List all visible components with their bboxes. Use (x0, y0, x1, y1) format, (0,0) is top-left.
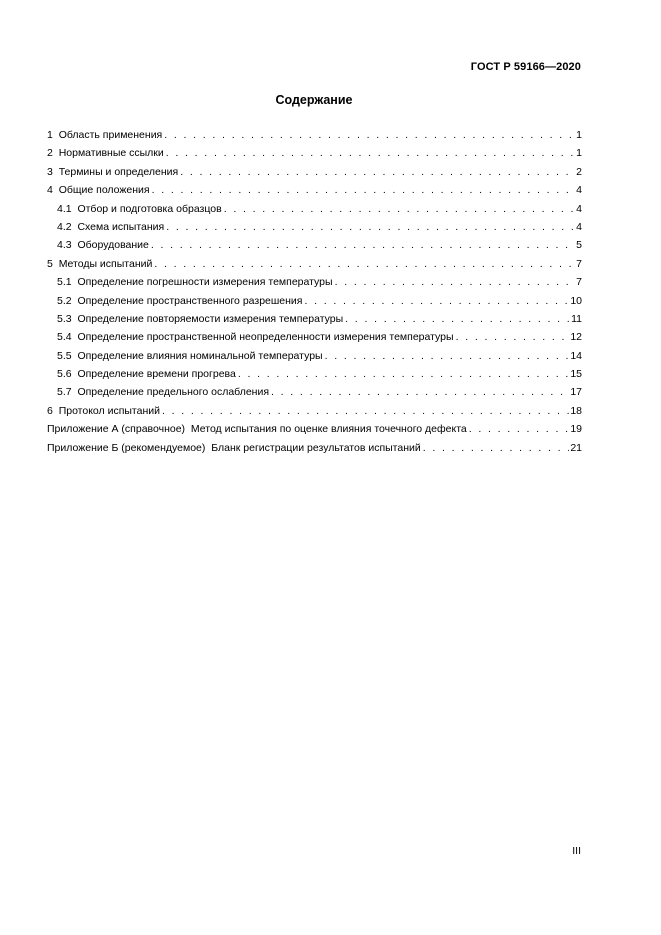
toc-entry-number: 2 (47, 147, 53, 160)
toc-entry-number: 5.2 (57, 294, 72, 307)
toc-leader-dots (166, 144, 575, 162)
toc-entry-title: Термины и определения (58, 165, 179, 178)
toc-entry-number: 6 (47, 404, 53, 417)
page-number: III (572, 845, 581, 857)
toc-entry-appendix-a[interactable] (47, 420, 582, 438)
toc-entry-text (57, 292, 302, 310)
toc-entry-4-1[interactable] (47, 200, 582, 218)
toc-entry-number: 5.3 (57, 312, 72, 325)
toc-entry-page: 5 (576, 239, 582, 252)
toc-entry-page: 4 (576, 184, 582, 197)
toc-entry-text (47, 144, 164, 162)
toc-entry-2[interactable] (47, 144, 582, 162)
toc-leader-dots (469, 420, 570, 438)
toc-entry-4[interactable] (47, 181, 582, 199)
toc-entry-page: 1 (576, 147, 582, 160)
toc-leader-dots (238, 365, 569, 383)
toc-leader-dots (224, 200, 575, 218)
toc-leader-dots (180, 163, 575, 181)
toc-entry-5-5[interactable] (47, 347, 582, 365)
toc-entry-title: Определение предельного ослабления (77, 386, 270, 399)
toc-entry-text (47, 181, 150, 199)
toc-entry-page: 10 (570, 294, 582, 307)
toc-entry-text (47, 420, 467, 438)
toc-entry-5-6[interactable] (47, 365, 582, 383)
toc-entry-title: Определение повторяемости измерения температуры (77, 312, 344, 325)
toc-entry-page: 19 (570, 423, 582, 436)
toc-leader-dots (325, 347, 570, 365)
toc-entry-page: 12 (570, 331, 582, 344)
toc-entry-text (57, 236, 149, 254)
toc-entry-text (57, 310, 343, 328)
toc-entry-title: Определение времени прогрева (77, 368, 236, 381)
toc-entry-number: Приложение Б (рекомендуемое) (47, 441, 206, 454)
toc-leader-dots (151, 236, 575, 254)
toc-entry-text (47, 439, 421, 457)
toc-entry-page: 1 (576, 129, 582, 141)
toc-entry-1[interactable] (47, 126, 582, 144)
toc-entry-text (47, 402, 160, 420)
toc-entry-title: Нормативные ссылки (58, 147, 164, 160)
toc-entry-number: 4.3 (57, 239, 72, 252)
toc-entry-5-1[interactable] (47, 273, 582, 291)
toc-entry-appendix-b[interactable] (47, 439, 582, 457)
toc-leader-dots (162, 402, 569, 420)
toc-entry-number: 5.6 (57, 368, 72, 381)
toc-entry-text (57, 218, 164, 236)
toc-entry-text (57, 383, 269, 401)
toc-entry-text (57, 273, 333, 291)
toc-entry-page: 14 (570, 349, 582, 362)
toc-entry-title: Протокол испытаний (58, 404, 160, 417)
toc-entry-page: 15 (570, 368, 582, 381)
toc-entry-number: 5.7 (57, 386, 72, 399)
toc-entry-page: 18 (570, 404, 582, 417)
toc-leader-dots (154, 255, 575, 273)
toc-leader-dots (345, 310, 570, 328)
toc-entry-5-4[interactable] (47, 328, 582, 346)
toc-entry-6[interactable] (47, 402, 582, 420)
toc-entry-page: 4 (576, 202, 582, 215)
toc-entry-number: Приложение А (справочное) (47, 423, 186, 436)
toc-entry-page: 11 (571, 312, 582, 325)
toc-entry-title: Определение погрешности измерения температуры (77, 276, 333, 289)
toc-entry-number: 5.5 (57, 349, 72, 362)
toc-leader-dots (335, 273, 576, 291)
toc-leader-dots (423, 439, 570, 457)
toc-entry-text (57, 347, 323, 365)
toc-entry-title: Оборудование (77, 239, 149, 252)
toc-entry-title: Метод испытания по оценке влияния точечного дефекта (190, 423, 467, 436)
toc-entry-5[interactable] (47, 255, 582, 273)
toc-entry-title: Общие положения (58, 184, 150, 197)
toc-entry-page: 4 (576, 220, 582, 233)
toc-leader-dots (166, 218, 575, 236)
toc-entry-text (57, 365, 236, 383)
toc-leader-dots (456, 328, 570, 346)
toc-entry-text (47, 126, 162, 144)
toc-leader-dots (304, 292, 569, 310)
toc-entry-number: 5.4 (57, 331, 72, 344)
toc-entry-text (47, 255, 152, 273)
toc-entry-page: 7 (576, 257, 582, 270)
toc-entry-5-7[interactable] (47, 383, 582, 401)
toc-entry-title: Определение пространственного разрешения (77, 294, 303, 307)
toc-entry-title: Бланк регистрации результатов испытаний (211, 441, 421, 454)
toc-entry-title: Определение влияния номинальной температуры (77, 349, 323, 362)
toc-entry-page: 21 (570, 441, 582, 454)
toc-entry-5-3[interactable] (47, 310, 582, 328)
toc-entry-number: 4 (47, 184, 53, 197)
toc-entry-page: 2 (576, 165, 582, 178)
toc-entry-title: Отбор и подготовка образцов (77, 202, 222, 215)
toc-entry-number: 1 (47, 129, 53, 141)
toc-entry-title: Схема испытания (77, 220, 165, 233)
toc-entry-3[interactable] (47, 163, 582, 181)
toc-leader-dots (164, 126, 575, 144)
toc-entry-text (47, 163, 178, 181)
toc-entry-number: 5.1 (57, 276, 72, 289)
toc-entry-number: 4.1 (57, 202, 72, 215)
toc-entry-title: Область применения (58, 129, 163, 141)
toc-entry-page: 17 (570, 386, 582, 399)
toc-entry-number: 3 (47, 165, 53, 178)
toc-title: Содержание (275, 93, 353, 107)
toc-entry-text (57, 200, 222, 218)
table-of-contents (47, 126, 582, 457)
toc-entry-number: 4.2 (57, 220, 72, 233)
toc-entry-number: 5 (47, 257, 53, 270)
toc-entry-5-2[interactable] (47, 292, 582, 310)
toc-entry-4-2[interactable] (47, 218, 582, 236)
toc-entry-text (57, 328, 454, 346)
toc-entry-title: Определение пространственной неопределенности измерения температуры (77, 331, 454, 344)
toc-entry-4-3[interactable] (47, 236, 582, 254)
toc-leader-dots (271, 383, 569, 401)
document-code: ГОСТ Р 59166—2020 (470, 61, 581, 73)
toc-entry-title: Методы испытаний (58, 257, 153, 270)
toc-leader-dots (152, 181, 576, 199)
toc-entry-page: 7 (576, 276, 582, 289)
